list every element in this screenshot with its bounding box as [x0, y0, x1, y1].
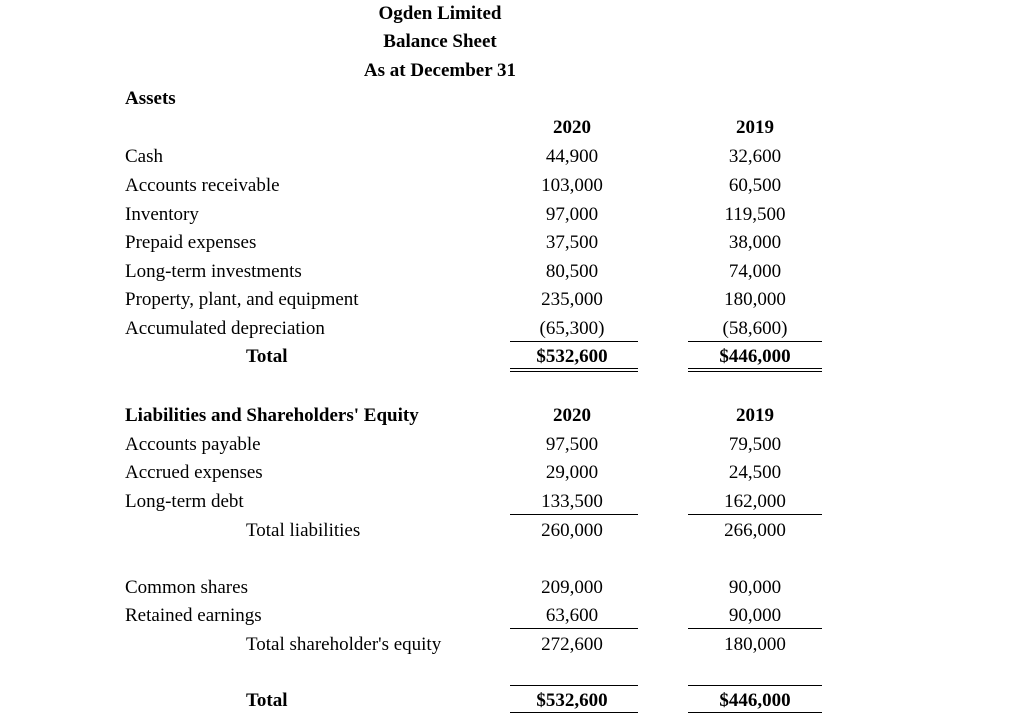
total-equity-2019: 180,000: [724, 634, 786, 655]
asset-2020-long-term-investments: 80,500: [545, 261, 599, 282]
liability-label-accounts-payable: Accounts payable: [125, 434, 261, 455]
asset-2019-inventory: 119,500: [724, 204, 786, 225]
liability-2019-long-term-debt: 162,000: [724, 491, 786, 512]
liability-2020-accounts-payable: 97,500: [545, 434, 599, 455]
grand-total-top-rule-2020: [510, 685, 638, 686]
grand-total-bottom-rule-2019: [688, 712, 822, 713]
total-equity-2020: 272,600: [541, 634, 603, 655]
asset-2019-ppe: 180,000: [724, 289, 786, 310]
asset-2020-accounts-receivable: 103,000: [541, 175, 603, 196]
company-name: Ogden Limited: [378, 3, 502, 24]
liabilities-heading: Liabilities and Shareholders' Equity: [125, 405, 419, 426]
equity-label-retained-earnings: Retained earnings: [125, 605, 262, 626]
grand-total-2020: $532,600: [536, 690, 608, 711]
assets-total-2019: $446,000: [719, 346, 791, 367]
asset-label-cash: Cash: [125, 146, 163, 167]
statement-date: As at December 31: [363, 60, 517, 81]
total-liabilities-2019: 266,000: [724, 520, 786, 541]
assets-subtotal-rule-2020: [510, 341, 638, 342]
equity-2020-common-shares: 209,000: [541, 577, 603, 598]
asset-2019-accounts-receivable: 60,500: [728, 175, 782, 196]
assets-total-2020: $532,600: [536, 346, 608, 367]
statement-title: Balance Sheet: [383, 31, 497, 52]
assets-heading: Assets: [125, 88, 176, 109]
asset-2020-cash: 44,900: [545, 146, 599, 167]
liabilities-subtotal-rule-2019: [688, 514, 822, 515]
total-liabilities-label: Total liabilities: [246, 520, 361, 541]
asset-label-accumulated-depreciation: Accumulated depreciation: [125, 318, 325, 339]
assets-subtotal-rule-2019: [688, 341, 822, 342]
asset-label-prepaid-expenses: Prepaid expenses: [125, 232, 257, 253]
equity-subtotal-rule-2019: [688, 628, 822, 629]
assets-total-double-rule-2020-top: [510, 368, 638, 369]
grand-total-2019: $446,000: [719, 690, 791, 711]
asset-2019-long-term-investments: 74,000: [728, 261, 782, 282]
assets-total-label: Total: [246, 346, 288, 367]
assets-total-double-rule-2019-bottom: [688, 371, 822, 372]
liability-label-long-term-debt: Long-term debt: [125, 491, 244, 512]
assets-year-2020: 2020: [553, 117, 591, 138]
asset-2020-inventory: 97,000: [545, 204, 599, 225]
total-equity-label: Total shareholder's equity: [246, 634, 442, 655]
equity-label-common-shares: Common shares: [125, 577, 248, 598]
equity-subtotal-rule-2020: [510, 628, 638, 629]
assets-total-double-rule-2020-bottom: [510, 371, 638, 372]
asset-label-ppe: Property, plant, and equipment: [125, 289, 359, 310]
asset-label-accounts-receivable: Accounts receivable: [125, 175, 280, 196]
grand-total-bottom-rule-2020: [510, 712, 638, 713]
liability-2020-accrued-expenses: 29,000: [545, 462, 599, 483]
equity-2019-common-shares: 90,000: [728, 577, 782, 598]
total-liabilities-2020: 260,000: [541, 520, 603, 541]
grand-total-top-rule-2019: [688, 685, 822, 686]
equity-2019-retained-earnings: 90,000: [728, 605, 782, 626]
asset-label-inventory: Inventory: [125, 204, 199, 225]
equity-2020-retained-earnings: 63,600: [545, 605, 599, 626]
liabilities-year-2020: 2020: [553, 405, 591, 426]
liability-2020-long-term-debt: 133,500: [541, 491, 603, 512]
assets-total-double-rule-2019-top: [688, 368, 822, 369]
asset-label-long-term-investments: Long-term investments: [125, 261, 302, 282]
liability-2019-accrued-expenses: 24,500: [728, 462, 782, 483]
asset-2020-prepaid-expenses: 37,500: [545, 232, 599, 253]
assets-year-2019: 2019: [736, 117, 774, 138]
asset-2020-accumulated-depreciation: (65,300): [539, 318, 605, 339]
liabilities-year-2019: 2019: [736, 405, 774, 426]
liabilities-subtotal-rule-2020: [510, 514, 638, 515]
asset-2019-accumulated-depreciation: (58,600): [722, 318, 788, 339]
liability-label-accrued-expenses: Accrued expenses: [125, 462, 263, 483]
liability-2019-accounts-payable: 79,500: [728, 434, 782, 455]
asset-2019-cash: 32,600: [728, 146, 782, 167]
asset-2020-ppe: 235,000: [541, 289, 603, 310]
asset-2019-prepaid-expenses: 38,000: [728, 232, 782, 253]
grand-total-label: Total: [246, 690, 288, 711]
